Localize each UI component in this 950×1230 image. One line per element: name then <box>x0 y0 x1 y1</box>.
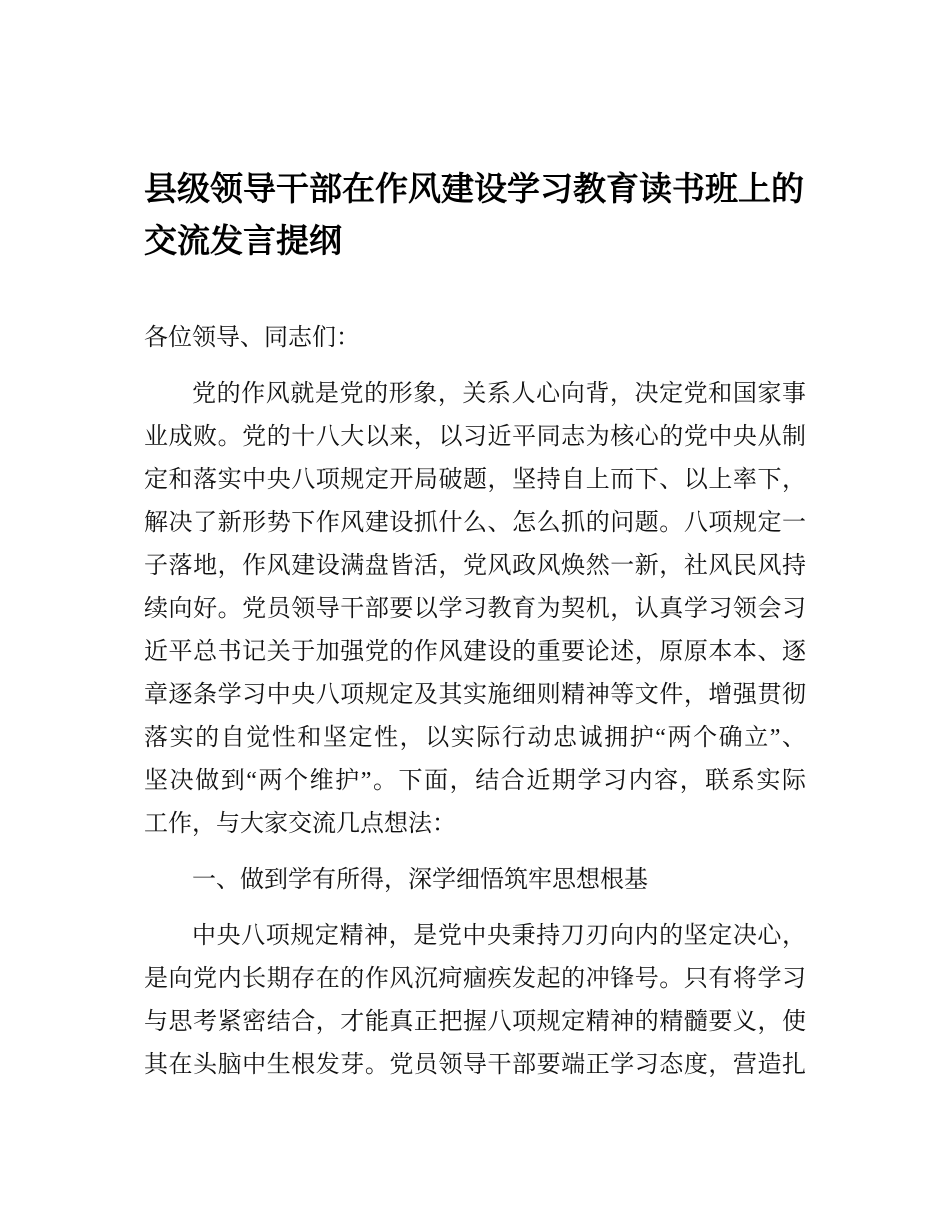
document-body <box>144 317 806 1087</box>
text-line: 其在头脑中生根发芽。党员领导干部要端正学习态度，营造扎 <box>144 1052 806 1078</box>
text-line: 定和落实中央八项规定开局破题，坚持自上而下、以上率下， <box>144 467 806 493</box>
text-line: 坚决做到“两个维护”。下面，结合近期学习内容，联系实际 <box>144 768 806 794</box>
paragraphs-container <box>144 373 806 1087</box>
text-line: 解决了新形势下作风建设抓什么、怎么抓的问题。八项规定一 <box>144 510 806 536</box>
paragraph <box>144 373 806 846</box>
section-heading <box>144 859 806 902</box>
text-line: 续向好。党员领导干部要以学习教育为契机，认真学习领会习 <box>144 596 806 622</box>
text-line: 一、做到学有所得，深学细悟筑牢思想根基 <box>192 867 648 893</box>
text-line: 与思考紧密结合，才能真正把握八项规定精神的精髓要义，使 <box>144 1009 806 1035</box>
text-line: 章逐条学习中央八项规定及其实施细则精神等文件，增强贯彻 <box>144 682 806 708</box>
text-line: 中央八项规定精神，是党中央秉持刀刃向内的坚定决心， <box>192 923 806 949</box>
paragraph <box>144 915 806 1087</box>
text-line: 是向党内长期存在的作风沉疴痼疾发起的冲锋号。只有将学习 <box>144 966 806 992</box>
title-line: 交流发言提纲 <box>144 222 342 259</box>
text-line: 子落地，作风建设满盘皆活，党风政风焕然一新，社风民风持 <box>144 553 806 579</box>
text-line: 党的作风就是党的形象，关系人心向背，决定党和国家事 <box>192 381 806 407</box>
document-title <box>144 163 806 267</box>
text-line: 工作，与大家交流几点想法： <box>144 811 456 837</box>
salutation: 各位领导、同志们： <box>144 325 360 351</box>
title-line: 县级领导干部在作风建设学习教育读书班上的 <box>144 170 804 207</box>
text-line: 近平总书记关于加强党的作风建设的重要论述，原原本本、逐 <box>144 639 806 665</box>
text-line: 业成败。党的十八大以来，以习近平同志为核心的党中央从制 <box>144 424 806 450</box>
text-line: 落实的自觉性和坚定性，以实际行动忠诚拥护“两个确立”、 <box>144 725 806 751</box>
